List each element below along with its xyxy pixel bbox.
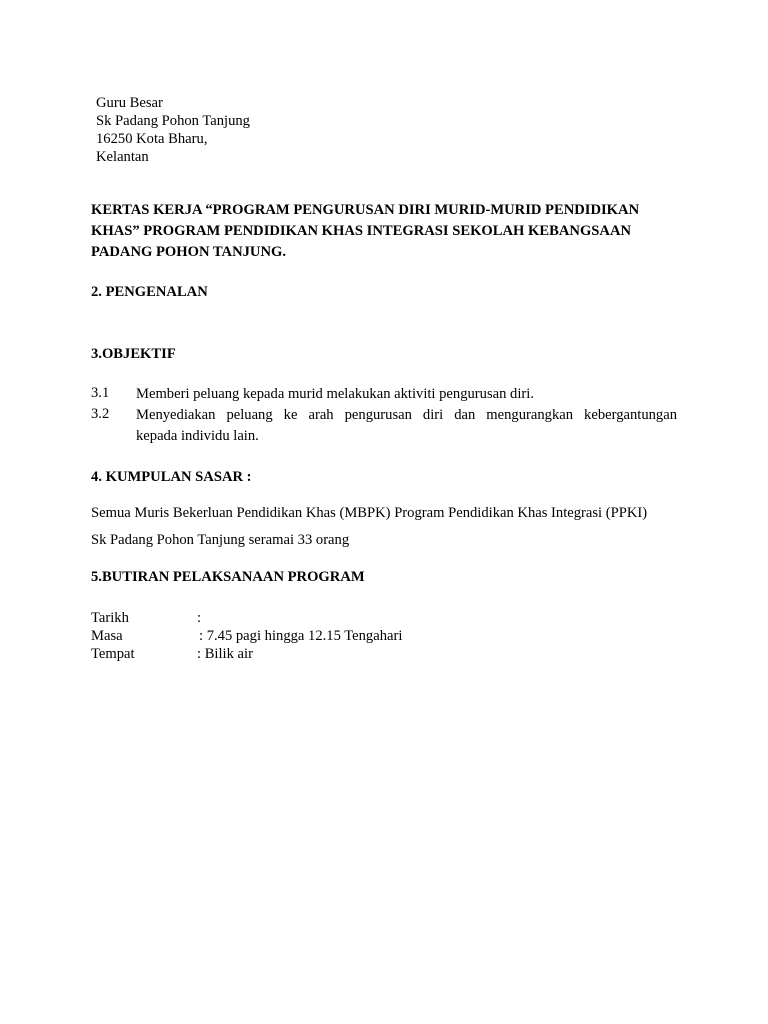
address-line-1: Guru Besar [96, 95, 163, 111]
document-title [91, 200, 681, 263]
detail-value: : 7.45 pagi hingga 12.15 Tengahari [199, 628, 403, 644]
detail-label: Tempat [91, 646, 135, 662]
address-line-4: Kelantan [96, 149, 149, 165]
heading-kumpulan-sasar: 4. KUMPULAN SASAR : [91, 469, 252, 485]
detail-label: Masa [91, 628, 123, 644]
title-line-2: KHAS” PROGRAM PENDIDIKAN KHAS INTEGRASI SEKOLAH KEBANGSAAN [91, 223, 632, 239]
detail-label: Tarikh [91, 610, 129, 626]
objective-text-line-2: kepada individu lain. [136, 428, 259, 444]
address-line-2: Sk Padang Pohon Tanjung [96, 113, 250, 129]
objective-number: 3.1 [91, 385, 110, 401]
heading-pengenalan: 2. PENGENALAN [91, 284, 208, 300]
title-line-1: KERTAS KERJA “PROGRAM PENGURUSAN DIRI MURID-MURID PENDIDIKAN [91, 202, 640, 218]
heading-objektif: 3.OBJEKTIF [91, 346, 176, 362]
title-line-3: PADANG POHON TANJUNG. [91, 244, 286, 260]
objective-text-line-1: Menyediakan peluang ke arah pengurusan diri dan mengurangkan kebergantungan [136, 407, 677, 423]
objective-number: 3.2 [91, 406, 110, 422]
kumpulan-sasar-line-1: Semua Muris Bekerluan Pendidikan Khas (MBPK) Program Pendidikan Khas Integrasi (PPKI) [91, 505, 648, 521]
detail-value: : [197, 610, 202, 626]
kumpulan-sasar-line-2: Sk Padang Pohon Tanjung seramai 33 orang [91, 532, 350, 548]
address-line-3: 16250 Kota Bharu, [96, 131, 208, 147]
detail-value: : Bilik air [197, 646, 253, 662]
objective-text: Memberi peluang kepada murid melakukan aktiviti pengurusan diri. [136, 386, 534, 402]
heading-butiran: 5.BUTIRAN PELAKSANAAN PROGRAM [91, 569, 365, 585]
